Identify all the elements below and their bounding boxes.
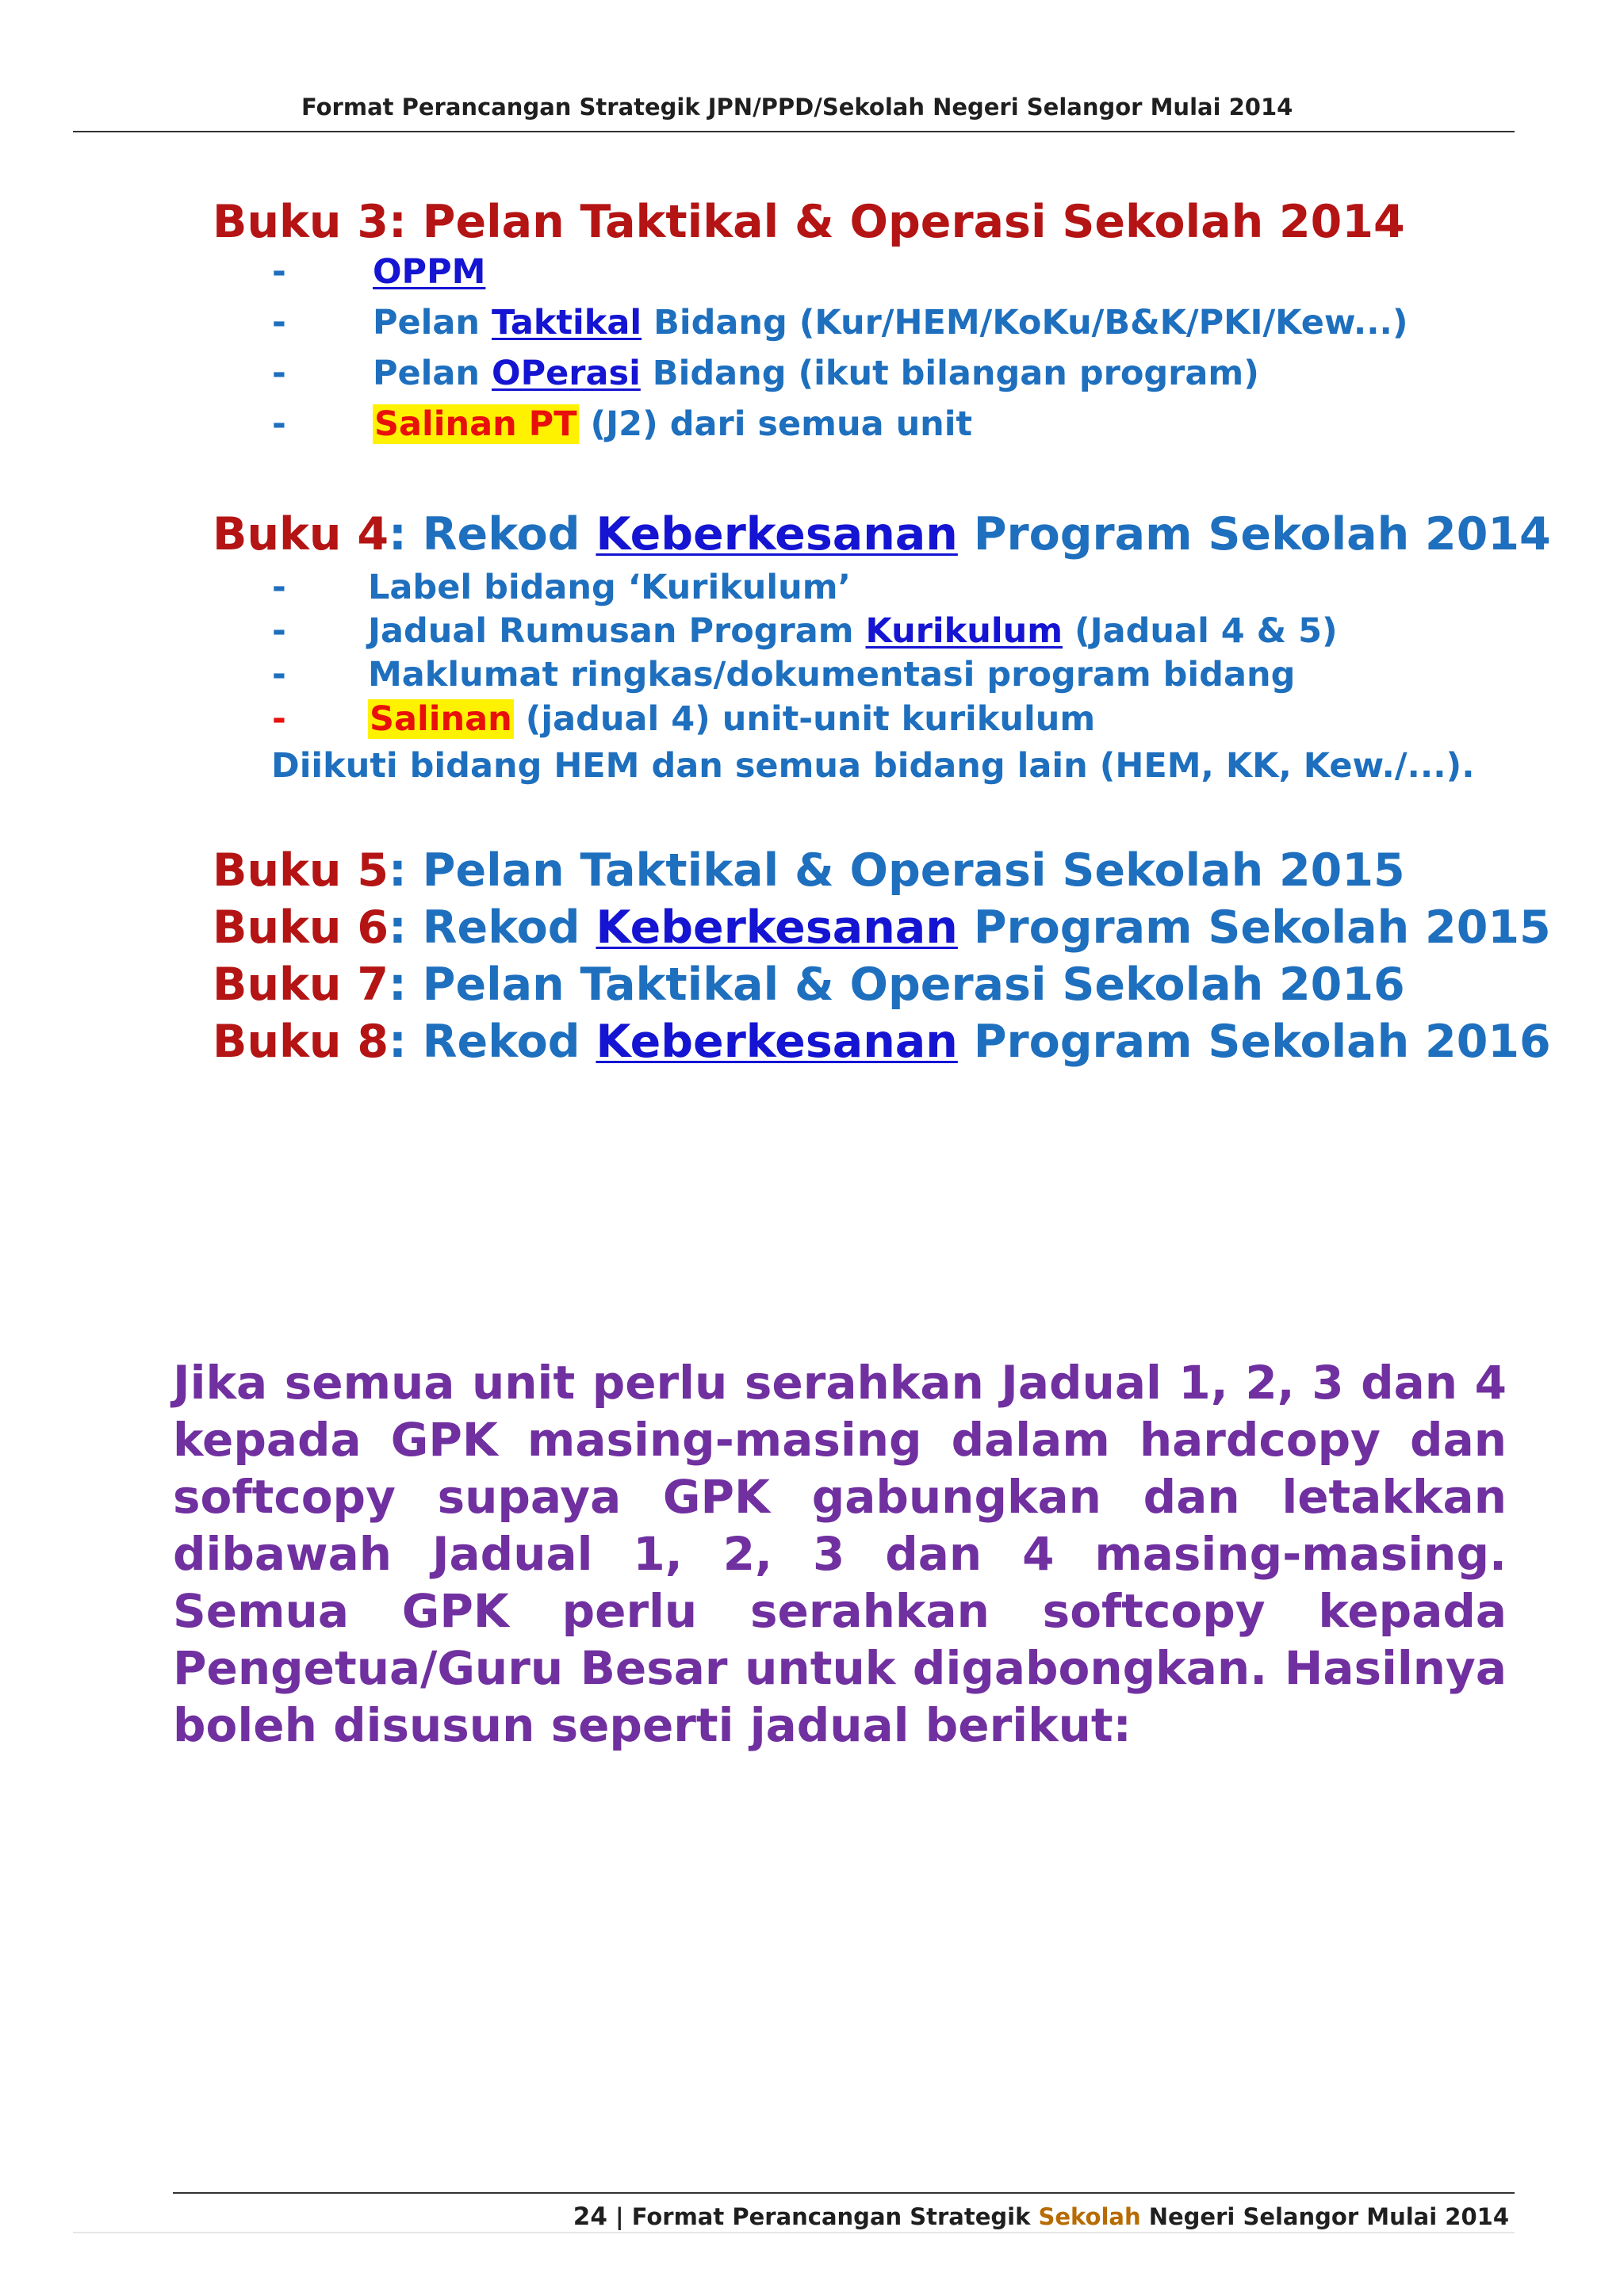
buku6-heading	[213, 901, 1551, 954]
buku7-label: Buku 7	[213, 959, 389, 1011]
heading-text: : Pelan Taktikal & Operasi Sekolah 2015	[389, 844, 1405, 897]
bullet-dash: -	[272, 655, 286, 695]
item-text: Bidang (ikut bilangan program)	[640, 354, 1259, 393]
item-text: Label bidang ‘Kurikulum’	[368, 568, 851, 607]
salinan-pt-highlight: Salinan PT	[374, 404, 577, 444]
buku8-heading	[213, 1016, 1551, 1068]
item-text: Pelan	[373, 303, 492, 342]
heading-text: : Pelan Taktikal & Operasi Sekolah 2016	[389, 959, 1405, 1011]
heading-text: Program Sekolah 2015	[957, 901, 1551, 954]
operasi-link[interactable]: OPerasi	[492, 354, 641, 393]
bullet-dash: -	[272, 354, 286, 393]
footer-text: Format Perancangan Strategik	[631, 2203, 1039, 2230]
buku8-label: Buku 8	[213, 1016, 389, 1068]
bullet-dash: -	[272, 611, 286, 651]
heading-text: : Rekod	[389, 508, 596, 561]
bullet-dash: -	[272, 568, 286, 607]
buku4-note: Diikuti bidang HEM dan semua bidang lain (HEM, KK, Kew./...).	[271, 746, 1475, 786]
buku5-label: Buku 5	[213, 844, 389, 897]
footer-faint-rule	[73, 2232, 1515, 2233]
keberkesanan-link[interactable]: Keberkesanan	[596, 508, 958, 561]
item-text: (jadual 4) unit-unit kurikulum	[513, 699, 1096, 739]
item-text: Pelan	[373, 354, 492, 393]
buku4-label: Buku 4	[213, 508, 389, 561]
bullet-dash: -	[272, 303, 286, 342]
page-header-title: Format Perancangan Strategik JPN/PPD/Sekolah Negeri Selangor Mulai 2014	[301, 94, 1293, 121]
buku5-heading	[213, 844, 1405, 897]
bullet-dash: -	[272, 404, 286, 444]
buku3-heading	[213, 196, 1405, 248]
kurikulum-link[interactable]: Kurikulum	[865, 611, 1063, 651]
heading-text: : Rekod	[389, 901, 596, 954]
keberkesanan-link[interactable]: Keberkesanan	[596, 901, 958, 954]
page-footer	[573, 2202, 1509, 2231]
heading-text: Program Sekolah 2016	[957, 1016, 1551, 1068]
footer-text: Negeri Selangor Mulai 2014	[1140, 2203, 1509, 2230]
footer-accent-text: Sekolah	[1038, 2203, 1141, 2230]
item-text: Bidang (Kur/HEM/KoKu/B&K/PKI/Kew...)	[642, 303, 1408, 342]
buku6-label: Buku 6	[213, 901, 389, 954]
heading-text: : Rekod	[389, 1016, 596, 1068]
item-text: (Jadual 4 & 5)	[1063, 611, 1338, 651]
page-number: 24	[573, 2202, 607, 2231]
bullet-dash: -	[272, 252, 286, 292]
keberkesanan-link[interactable]: Keberkesanan	[596, 1016, 958, 1068]
instruction-paragraph: Jika semua unit perlu serahkan Jadual 1, 2, 3 dan 4 kepada GPK masing-masing dalam hardcopy dan softcopy supaya GPK gabungkan dan letakkan dibawah Jadual 1, 2, 3 dan 4 masing-masing. Semua GPK perlu serahkan softcopy kepada Pengetua/Guru Besar untuk digabongkan. Hasilnya boleh disusun seperti jadual berikut:	[173, 1356, 1507, 1752]
taktikal-link[interactable]: Taktikal	[492, 303, 642, 342]
buku7-heading	[213, 959, 1405, 1011]
buku3-label: Buku 3	[213, 196, 389, 248]
buku3-title: : Pelan Taktikal & Operasi Sekolah 2014	[389, 196, 1405, 248]
buku4-heading	[213, 508, 1551, 561]
bullet-dash: -	[272, 699, 286, 739]
salinan-highlight: Salinan	[370, 699, 512, 739]
heading-text: Program Sekolah 2014	[957, 508, 1551, 561]
item-text: Maklumat ringkas/dokumentasi program bidang	[368, 655, 1296, 695]
item-text: Jadual Rumusan Program	[368, 611, 866, 651]
footer-divider	[173, 2192, 1515, 2194]
footer-separator: |	[607, 2203, 632, 2230]
header-divider	[73, 131, 1515, 132]
oppm-link[interactable]: OPPM	[373, 252, 486, 292]
item-text: (J2) dari semua unit	[578, 404, 973, 444]
